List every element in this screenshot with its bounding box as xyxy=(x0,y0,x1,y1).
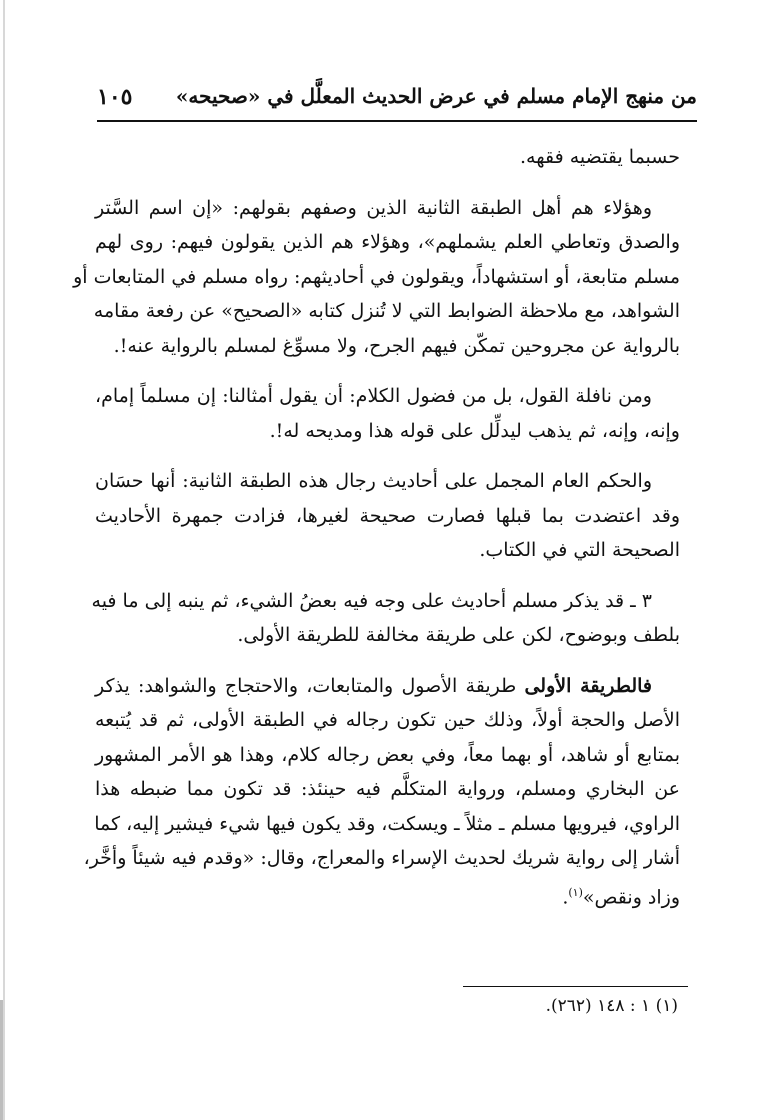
text-line: الشواهد، مع ملاحظة الضوابط التي لا تُنزل كتابه «الصحيح» عن رفعة مقامه xyxy=(93,300,680,322)
text-line: أشار إلى رواية شريك لحديث الإسراء والمعراج، وقال: «وقدم فيه شيئاً وأخَّر، xyxy=(83,847,680,869)
footnote-ref: (١) xyxy=(568,885,583,899)
header-rule xyxy=(97,120,697,122)
text-line: الصحيحة التي في الكتاب. xyxy=(479,539,680,561)
text-line: وقد اعتضدت بما قبلها فصارت صحيحة لغيرها، فزادت جمهرة الأحاديث xyxy=(95,504,680,527)
text-line: مسلم متابعة، أو استشهاداً، ويقولون في أحاديثهم: رواه مسلم في المتابعات أو xyxy=(73,265,680,288)
text-line: وإنه، وإنه، ثم يذهب ليدلِّل على قوله هذا ومديحه له!. xyxy=(269,419,680,442)
text-line: عن البخاري ومسلم، ورواية المتكلَّم فيه حينئذ: قد تكون مما ضبطه هذا xyxy=(95,778,680,800)
footnote: (١) ١ : ١٤٨ (٢٦٢). xyxy=(545,996,678,1016)
text-line: وزاد ونقص»$^{(١)}$. xyxy=(562,885,680,908)
text-line: حسبما يقتضيه فقهه. xyxy=(520,146,680,168)
text-line: الراوي، فيرويها مسلم ـ مثلاً ـ ويسكت، وقد يكون فيها شيء فيشير إليه، كما xyxy=(94,812,680,835)
running-header xyxy=(97,82,697,118)
text-line: والصدق وتعاطي العلم يشملهم»، وهؤلاء هم الذين يقولون فيهم: روى لهم xyxy=(95,231,680,253)
text-line: بمتابع أو شاهد، أو بهما معاً، وفي بعض رجاله كلام، وهذا هو الأمر المشهور xyxy=(95,743,680,766)
scan-edge-line xyxy=(3,0,5,1120)
text-line: بلطف وبوضوح، لكن على طريقة مخالفة للطريقة الأولى. xyxy=(237,624,680,646)
page-number: ١٠٥ xyxy=(97,84,133,110)
bold-lead: فالطريقة الأولى xyxy=(524,674,652,697)
text-line: بالرواية عن مجروحين تمكّن فيهم الجرح، ولا مسوِّغ لمسلم بالرواية عنه!. xyxy=(113,334,680,357)
footnote-rule xyxy=(463,986,688,987)
text-run: طريقة الأصول والمتابعات، والاحتجاج والشواهد: يذكر xyxy=(95,674,517,697)
running-title: من منهج الإمام مسلم في عرض الحديث المعلَّل في «صحيحه» xyxy=(175,84,697,108)
text-line: ومن نافلة القول، بل من فضول الكلام: أن يقول أمثالنا: إن مسلماً إمام، xyxy=(95,385,652,407)
text-line: والحكم العام المجمل على أحاديث رجال هذه الطبقة الثانية: أنها حسَان xyxy=(95,470,652,492)
scan-edge-mark xyxy=(0,1000,3,1120)
text-line: الأصل والحجة أولاً، وذلك حين تكون رجاله في الطبقة الأولى، ثم قد يُتبعه xyxy=(95,709,680,731)
text-line: وهؤلاء هم أهل الطبقة الثانية الذين وصفهم بقولهم: «إن اسم السَّتر xyxy=(95,196,652,219)
text-line xyxy=(95,669,680,704)
text-run: وزاد ونقص» xyxy=(582,885,680,908)
text-line: ٣ ـ قد يذكر مسلم أحاديث على وجه فيه بعضُ الشيء، ثم ينبه إلى ما فيه xyxy=(91,589,652,612)
main-text xyxy=(73,140,680,910)
